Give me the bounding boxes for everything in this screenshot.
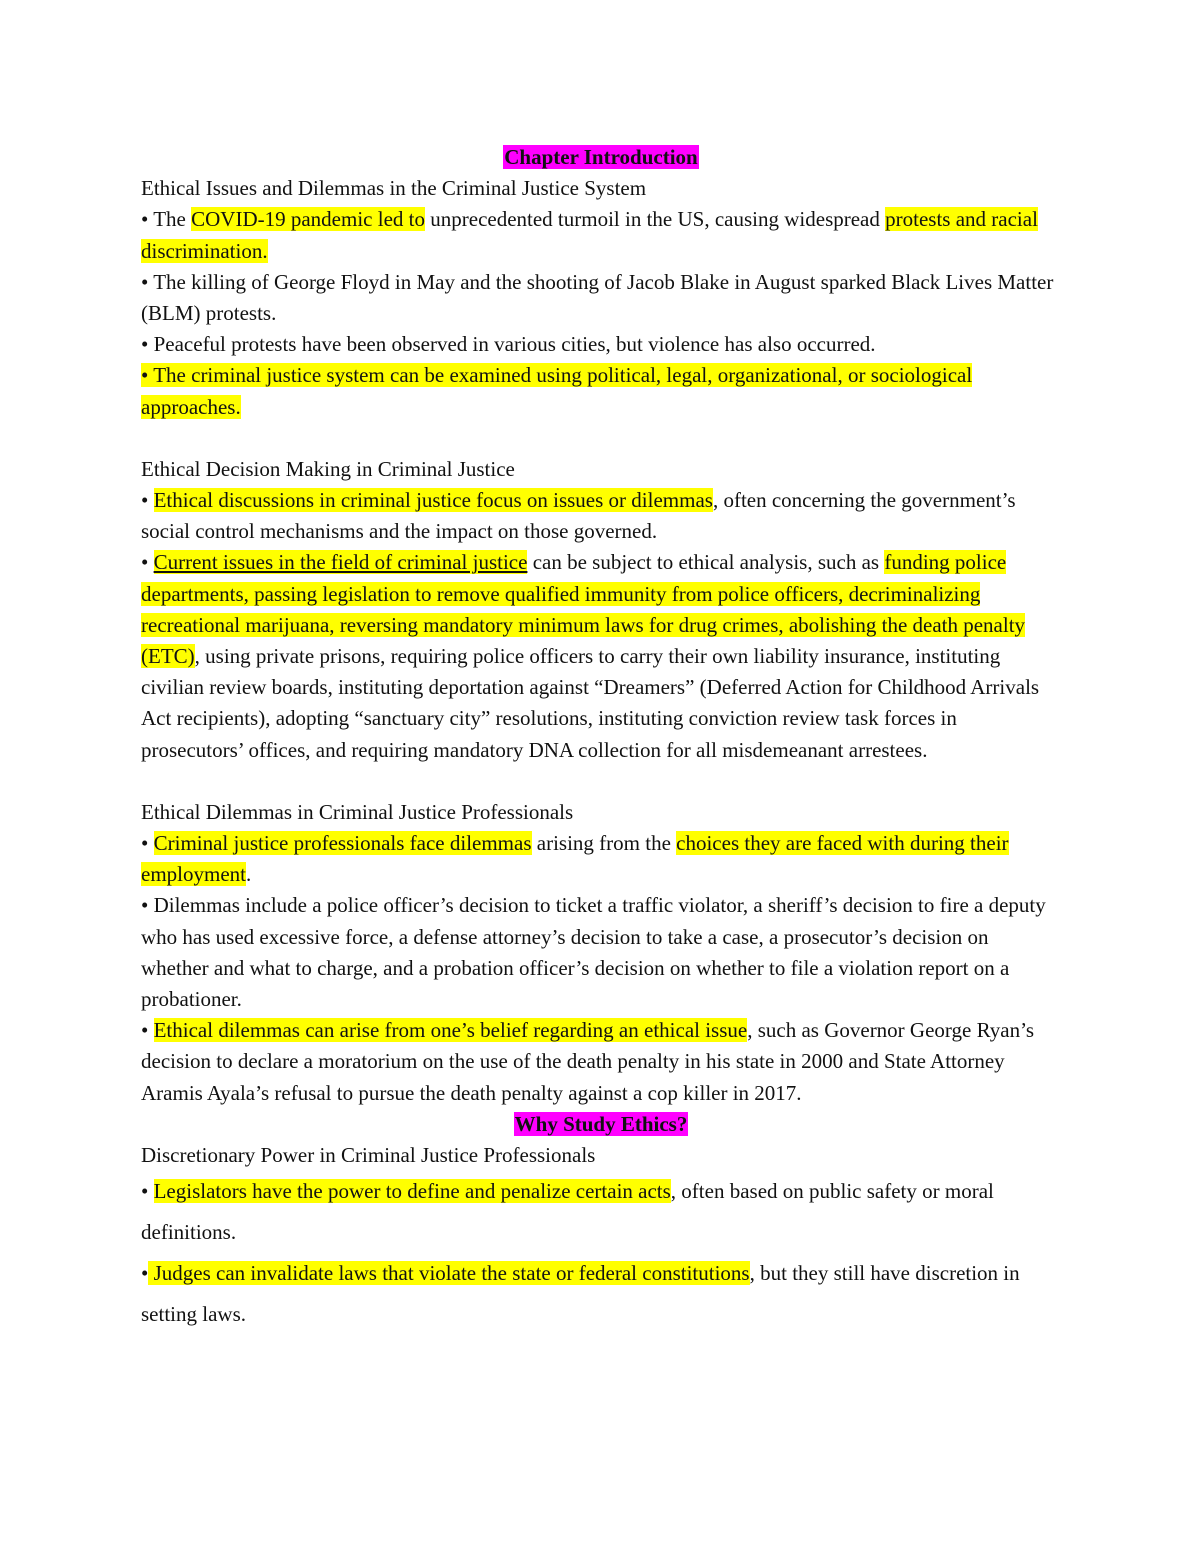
bullet-paragraph [141, 1171, 1061, 1253]
text-run: , using private prisons, requiring police officers to carry their own liability insurance, instituting civilian review boards, instituting deportation against “Dreamers” (Deferred Action for Childhood Arrivals Act recipients), adopting “sanctuary city” resolutions, instituting conviction review task forces in prosecutors’ offices, and requiring mandatory DNA collection for all misdemeanant arrestees. [141, 644, 1040, 762]
subsection [141, 173, 1061, 423]
text-run: can be subject to ethical analysis, such as [527, 550, 885, 575]
text-run: arising from the [531, 831, 677, 856]
subsection [141, 797, 1061, 1109]
subsection-title: Ethical Dilemmas in Criminal Justice Professionals [141, 799, 574, 824]
subsection-title: Ethical Issues and Dilemmas in the Criminal Justice System [141, 176, 647, 201]
text-run: • [141, 488, 154, 513]
bullet-paragraph [141, 329, 1061, 360]
section-heading [141, 142, 1061, 173]
highlighted-text: funding police departments, passing legislation to remove qualified immunity from police officers, decriminalizing recreational marijuana, reversing mandatory minimum laws for drug crimes, abolishing the death penalty (ETC) [141, 550, 1026, 669]
bullet-paragraph [141, 360, 1061, 422]
section-heading-text: Why Study Ethics? [514, 1111, 688, 1136]
text-run: , such as Governor George Ryan’s decision to declare a moratorium on the use of the death penalty in his state in 2000 and State Attorney Aramis Ayala’s refusal to pursue the death penalty against a cop killer in 2017. [141, 1018, 1035, 1105]
text-run: • Dilemmas include a police officer’s decision to ticket a traffic violator, a sheriff’s decision to fire a deputy who has used excessive force, a defense attorney’s decision to take a case, a prosecutor’s decision on whether and what to charge, and a probation officer’s decision on whether to file a violation report on a probationer. [141, 893, 1046, 1012]
text-run: . [245, 862, 252, 887]
subsection-title: Discretionary Power in Criminal Justice Professionals [141, 1143, 596, 1168]
text-run: , often based on public safety or moral definitions. [141, 1179, 994, 1245]
highlighted-text: protests and racial discrimination. [141, 207, 1038, 263]
subsection [141, 1140, 1061, 1335]
highlighted-text: Ethical discussions in criminal justice focus on issues or dilemmas [153, 488, 713, 513]
text-run: , but they still have discretion in setting laws. [141, 1261, 1020, 1327]
highlighted-text: Legislators have the power to define and penalize certain acts [153, 1179, 671, 1204]
bullet-paragraph [141, 1015, 1061, 1109]
text-run: unprecedented turmoil in the US, causing widespread [425, 207, 886, 232]
bullet-paragraph [141, 828, 1061, 890]
text-run: • [141, 831, 154, 856]
text-run: • The [141, 207, 192, 232]
text-run: • [141, 1261, 149, 1286]
subsection-title: Ethical Decision Making in Criminal Justice [141, 456, 515, 481]
highlighted-text: Judges can invalidate laws that violate the state or federal constitutions [148, 1261, 750, 1286]
section-heading [141, 1109, 1061, 1140]
highlighted-text: Ethical dilemmas can arise from one’s belief regarding an ethical issue [153, 1018, 748, 1043]
text-run: • Peaceful protests have been observed in various cities, but violence has also occurred. [141, 332, 876, 357]
text-run: • [141, 1179, 154, 1204]
bullet-paragraph [141, 204, 1061, 266]
paragraph-gap [141, 766, 1061, 797]
highlighted-text: choices they are faced with during their employment [141, 831, 1009, 887]
bullet-paragraph [141, 890, 1061, 1015]
text-run: • [141, 550, 154, 575]
paragraph-gap [141, 423, 1061, 454]
bullet-paragraph [141, 485, 1061, 547]
text-run: , often concerning the government’s social control mechanisms and the impact on those governed. [141, 488, 1016, 544]
highlighted-text: Criminal justice professionals face dilemmas [153, 831, 532, 856]
document-page [141, 142, 1061, 1335]
text-run: • [141, 1018, 154, 1043]
highlighted-text: • The criminal justice system can be examined using political, legal, organizational, or sociological approaches. [141, 363, 973, 419]
highlighted-text: Current issues in the field of criminal justice [153, 550, 528, 575]
text-run: • The killing of George Floyd in May and the shooting of Jacob Blake in August sparked Black Lives Matter (BLM) protests. [141, 269, 1054, 326]
subsection [141, 454, 1061, 766]
bullet-paragraph [141, 1253, 1061, 1335]
highlighted-text: COVID-19 pandemic led to [191, 207, 425, 232]
section-heading-text: Chapter Introduction [504, 145, 698, 169]
bullet-paragraph [141, 547, 1061, 765]
bullet-paragraph [141, 267, 1061, 329]
